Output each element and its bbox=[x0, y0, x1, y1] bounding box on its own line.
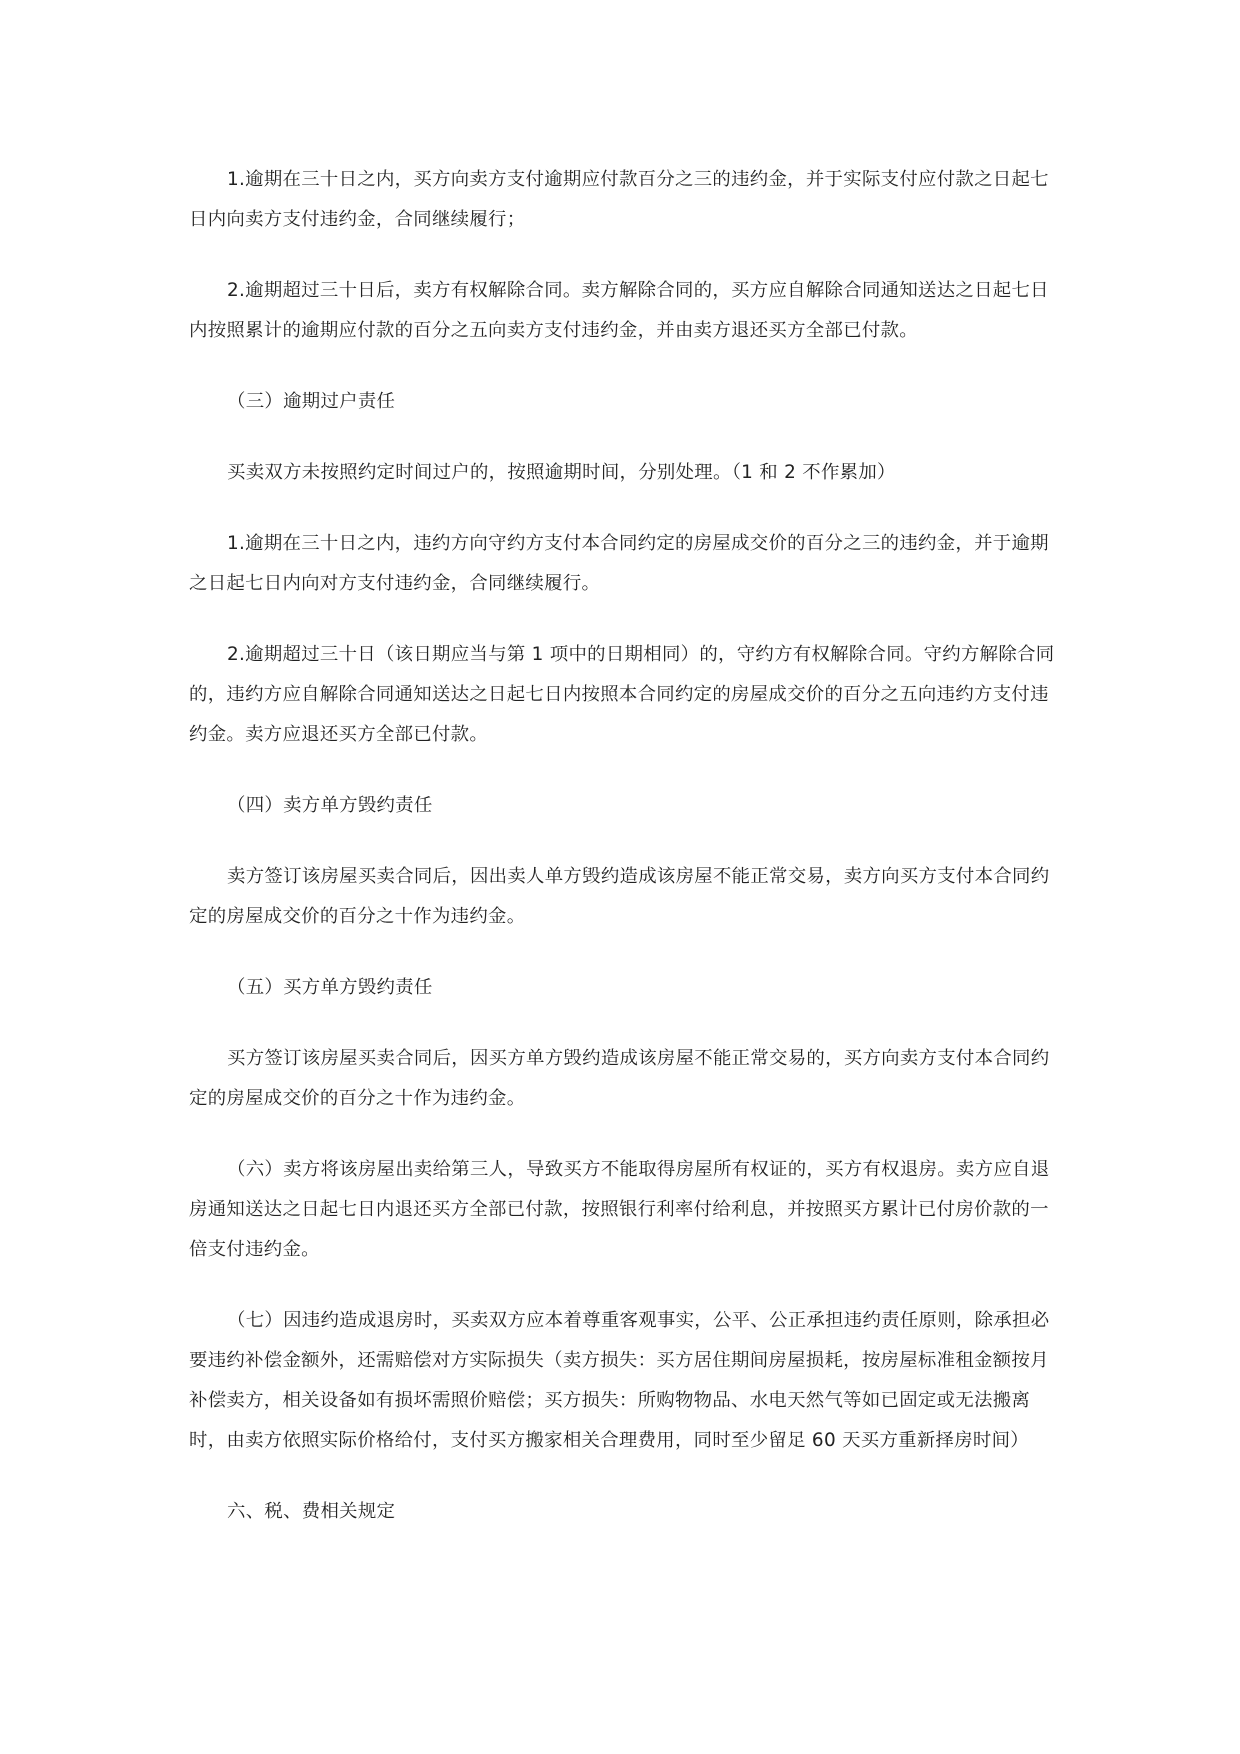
clause-late-transfer-intro: 买卖双方未按照约定时间过户的，按照逾期时间，分别处理。（1 和 2 不作累加） bbox=[227, 462, 896, 483]
section-heading-buyer-breach: （五）买方单方毁约责任 bbox=[227, 977, 433, 998]
clause-resale-to-third-party: （六）卖方将该房屋出卖给第三人，导致买方不能取得房屋所有权证的，买方有权退房。卖方应自退房通知送达之日起七日内退还买方全部已付款，按照银行利率付给利息，并按照买方累计已付房价款的一倍支付违约金。 bbox=[189, 1159, 1050, 1260]
clause-late-payment-over-30-days: 2.逾期超过三十日后，卖方有权解除合同。卖方解除合同的，买方应自解除合同通知送达之日起七日内按照累计的逾期应付款的百分之五向卖方支付违约金，并由卖方退还买方全部已付款。 bbox=[189, 280, 1049, 341]
clause-late-transfer-over-30-days: 2.逾期超过三十日（该日期应当与第 1 项中的日期相同）的，守约方有权解除合同。守约方解除合同的，违约方应自解除合同通知送达之日起七日内按照本合同约定的房屋成交价的百分之五向违约方支付违约金。卖方应退还买方全部已付款。 bbox=[189, 644, 1055, 745]
section-heading-seller-breach: （四）卖方单方毁约责任 bbox=[227, 795, 433, 816]
clause-buyer-breach: 买方签订该房屋买卖合同后，因买方单方毁约造成该房屋不能正常交易的，买方向卖方支付本合同约定的房屋成交价的百分之十作为违约金。 bbox=[189, 1048, 1050, 1109]
clause-late-transfer-within-30-days: 1.逾期在三十日之内，违约方向守约方支付本合同约定的房屋成交价的百分之三的违约金，并于逾期之日起七日内向对方支付违约金，合同继续履行。 bbox=[189, 533, 1049, 594]
clause-late-payment-within-30-days: 1.逾期在三十日之内，买方向卖方支付逾期应付款百分之三的违约金，并于实际支付应付款之日起七日内向卖方支付违约金，合同继续履行； bbox=[189, 169, 1049, 230]
document-page bbox=[189, 160, 1059, 1532]
section-heading-taxes-fees: 六、税、费相关规定 bbox=[227, 1501, 396, 1522]
clause-seller-breach: 卖方签订该房屋买卖合同后，因出卖人单方毁约造成该房屋不能正常交易，卖方向买方支付本合同约定的房屋成交价的百分之十作为违约金。 bbox=[189, 866, 1050, 927]
section-heading-late-transfer: （三）逾期过户责任 bbox=[227, 391, 396, 412]
clause-return-compensation: （七）因违约造成退房时，买卖双方应本着尊重客观事实，公平、公正承担违约责任原则，除承担必要违约补偿金额外，还需赔偿对方实际损失（卖方损失：买方居住期间房屋损耗，按房屋标准租金额按月补偿卖方，相关设备如有损坏需照价赔偿；买方损失：所购物物品、水电天然气等如已固定或无法搬离时，由卖方依照实际价格给付，支付买方搬家相关合理费用，同时至少留足 60 天买方重新择房时间） bbox=[189, 1310, 1050, 1451]
